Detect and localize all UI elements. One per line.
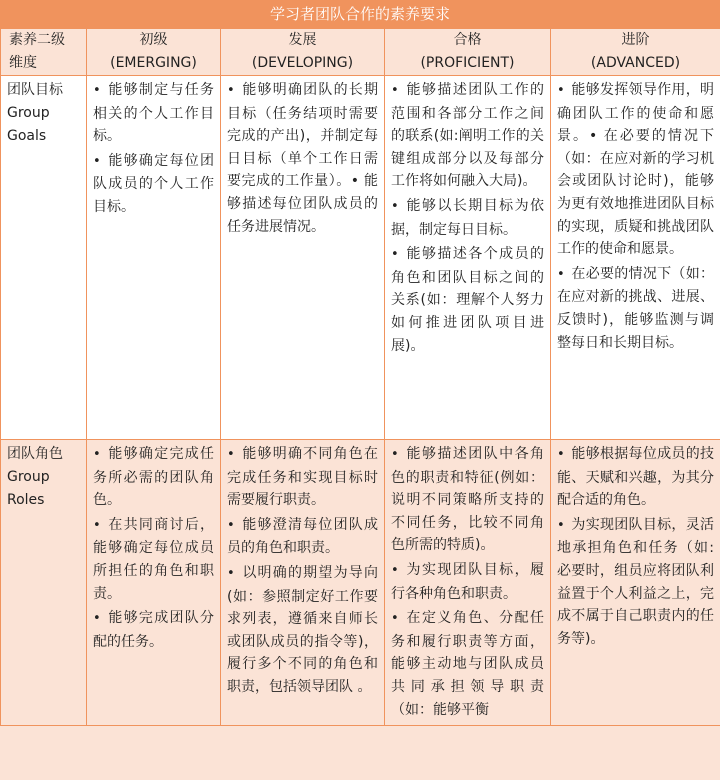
bullet-item: • 能够以长期目标为依据，制定每日目标。 bbox=[391, 197, 544, 238]
header-level-proficient: 合格 (PROFICIENT) bbox=[385, 29, 551, 76]
bullet-dot-icon: • bbox=[227, 565, 235, 581]
bullet-item: • 能够确定完成任务所必需的团队角色。 bbox=[93, 446, 214, 509]
bullet-item: • 能够制定与任务相关的个人工作目标。 bbox=[93, 82, 214, 145]
cell-developing bbox=[221, 76, 385, 440]
table-row-group-goals bbox=[1, 76, 720, 440]
cell-emerging bbox=[87, 76, 221, 440]
bullet-dot-icon: • bbox=[391, 447, 399, 462]
bullet-item: • 能够描述团队工作的范围和各部分工作之间的联系(如:阐明工作的关键组成部分以及每部分工作将如何融入大局)。 bbox=[391, 82, 544, 190]
table-title: 学习者团队合作的素养要求 bbox=[0, 0, 720, 28]
bullet-item: • 以明确的期望为导向(如：参照制定好工作要求列表，遵循来自师长或团队成员的指令等)，履行多个不同的角色和职责，包括领导团队 。 bbox=[227, 564, 378, 695]
cell-proficient bbox=[385, 76, 551, 440]
bullet-dot-icon: • bbox=[391, 247, 399, 263]
cell-developing bbox=[221, 440, 385, 726]
bullet-item: • 能够明确团队的长期目标（任务结项时需要完成的产出)，并制定每日目标（单个工作日需要完成的工作量）。• 能够描述每位团队成员的任务进展情况。 bbox=[227, 82, 378, 235]
bullet-item: • 在必要的情况下（如：在应对新的挑战、进展、反馈时)，能够监测与调整每日和长期目标。 bbox=[557, 265, 714, 351]
cell-advanced bbox=[551, 76, 720, 440]
bullet-item: • 能够明确不同角色在完成任务和实现目标时需要履行职责。 bbox=[227, 446, 378, 509]
bullet-item: • 能够根据每位成员的技能、天赋和兴趣，为其分配合适的角色。 bbox=[557, 446, 714, 509]
bullet-dot-icon: • bbox=[391, 611, 399, 627]
bullet-item: • 能够澄清每位团队成员的角色和职责。 bbox=[227, 516, 378, 557]
bullet-dot-icon: • bbox=[227, 447, 235, 462]
bullet-dot-icon: • bbox=[557, 83, 565, 98]
cell-proficient bbox=[385, 440, 551, 726]
bullet-dot-icon: • bbox=[93, 153, 101, 169]
bullet-dot-icon: • bbox=[227, 83, 235, 98]
bullet-dot-icon: • bbox=[391, 562, 399, 578]
bullet-dot-icon: • bbox=[557, 447, 565, 462]
bullet-dot-icon: • bbox=[557, 266, 565, 282]
bullet-dot-icon: • bbox=[557, 517, 565, 533]
header-row bbox=[1, 29, 720, 76]
bullet-item: • 能够完成团队分配的任务。 bbox=[93, 610, 214, 650]
row-dimension: 团队角色 Group Roles bbox=[1, 440, 87, 726]
competency-table bbox=[0, 28, 720, 726]
bullet-item: • 在共同商讨后，能够确定每位成员所担任的角色和职责。 bbox=[93, 516, 214, 602]
bullet-dot-icon: • bbox=[391, 198, 399, 214]
bullet-item: • 为实现团队目标，灵活地承担角色和任务（如:必要时，组员应将团队利益置于个人利益之上，完成不属于自己职责内的任务等)。 bbox=[557, 516, 714, 647]
bullet-item: • 在定义角色、分配任务和履行职责等方面，能够主动地与团队成员共同承担领导职责（如：能够平衡 bbox=[391, 610, 544, 718]
bullet-item: • 为实现团队目标，履行各种角色和职责。 bbox=[391, 561, 544, 602]
bullet-dot-icon: • bbox=[227, 517, 235, 533]
cell-emerging bbox=[87, 440, 221, 726]
bullet-item: • 能够确定每位团队成员的个人工作目标。 bbox=[93, 152, 214, 215]
bullet-item: • 能够描述各个成员的角色和团队目标之间的关系(如：理解个人努力如何推进团队项目进展)。 bbox=[391, 246, 544, 354]
bullet-item: • 能够发挥领导作用，明确团队工作的使命和愿景。• 在必要的情况下（如：在应对新的学习机会或团队讨论时)，能够为更有效地推进团队目标的实现，质疑和挑战团队工作的使命和愿景。 bbox=[557, 82, 714, 258]
table-row-group-roles bbox=[1, 440, 720, 726]
bullet-dot-icon: • bbox=[93, 611, 101, 627]
header-level-advanced: 进阶 (ADVANCED) bbox=[551, 29, 720, 76]
bullet-dot-icon: • bbox=[93, 447, 101, 462]
row-dimension: 团队目标 Group Goals bbox=[1, 76, 87, 440]
bullet-dot-icon: • bbox=[93, 517, 101, 533]
cell-advanced bbox=[551, 440, 720, 726]
bullet-dot-icon: • bbox=[93, 83, 101, 98]
bullet-dot-icon: • bbox=[391, 83, 399, 98]
header-dimension: 素养二级 维度 bbox=[1, 29, 87, 76]
bullet-item: • 能够描述团队中各角色的职责和特征(例如：说明不同策略所支持的不同任务，比较不同角色所需的特质)。 bbox=[391, 446, 544, 554]
header-level-emerging: 初级 (EMERGING) bbox=[87, 29, 221, 76]
header-level-developing: 发展 (DEVELOPING) bbox=[221, 29, 385, 76]
